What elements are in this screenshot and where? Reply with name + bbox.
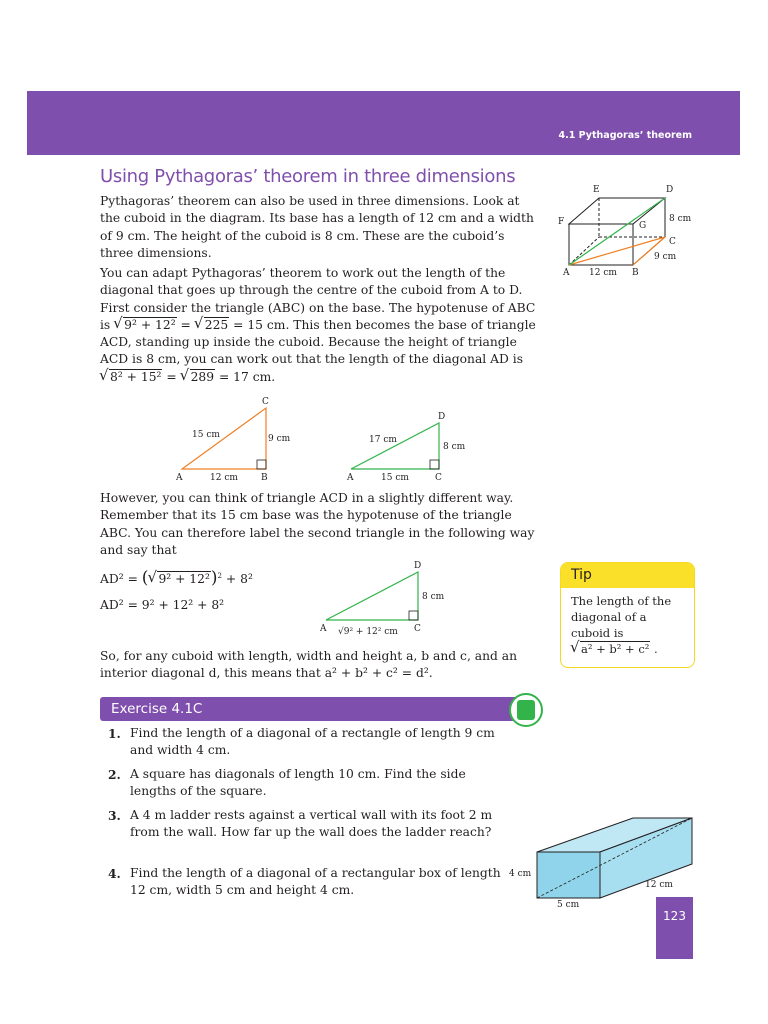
text-run: = — [176, 317, 195, 332]
space-diagonal-ad — [569, 198, 665, 265]
radicand: 9² + 12² — [124, 317, 176, 332]
paragraph-intro: Pythagoras’ theorem can also be used in three dimensions. Look at the cuboid in the diagram. Its base has a length of 12 cm and a width of 9 cm. The height of the cuboid is 8 cm. These are the cuboid’s three dimensions. — [100, 194, 534, 260]
vertex-label: B — [261, 473, 268, 483]
vertex-label: C — [435, 473, 442, 483]
base-label: 15 cm — [381, 473, 409, 483]
header-bar — [27, 91, 740, 155]
eq-rhs: + 8² — [222, 572, 253, 587]
tip-box — [560, 562, 695, 668]
text-run: = 17 cm. — [215, 369, 276, 384]
side-label: 9 cm — [268, 434, 291, 444]
height-label: 4 cm — [509, 869, 532, 879]
vertex-label: F — [558, 217, 565, 227]
text-run: = — [162, 369, 181, 384]
right-angle-marker — [430, 460, 439, 469]
paragraph-adapt — [100, 265, 540, 386]
base-label: √9² + 12² cm — [338, 627, 398, 637]
width-label: 9 cm — [654, 252, 677, 262]
length-label: 12 cm — [645, 880, 673, 890]
question-number: 2. — [108, 767, 121, 782]
vertex-label: C — [262, 397, 269, 407]
length-label: 12 cm — [589, 268, 617, 278]
hypotenuse-label: 17 cm — [369, 435, 397, 445]
tip-formula: a² + b² + c² — [581, 642, 650, 656]
height-label: 8 cm — [669, 214, 692, 224]
tip-text: The length of the diagonal of a cuboid is — [571, 594, 672, 640]
triangle-acd — [343, 408, 473, 488]
vertex-label: D — [414, 561, 422, 571]
vertex-label: C — [669, 237, 676, 247]
box-front-face — [537, 852, 600, 898]
calculator-icon — [509, 693, 543, 727]
triangle-shape — [326, 572, 418, 620]
sqrt-expression — [114, 318, 176, 332]
triangle-acd-shape — [351, 423, 439, 469]
question-number: 3. — [108, 808, 121, 823]
vertex-label: C — [414, 624, 421, 634]
section-label: 4.1 Pythagoras’ theorem — [558, 130, 692, 141]
question-text: A 4 m ladder rests against a vertical wall with its foot 2 m from the wall. How far up the wall does the ladder reach? — [130, 808, 493, 840]
tip-end: . — [654, 642, 658, 656]
triangle-acd-relabelled — [316, 556, 456, 640]
cuboid-top-face — [569, 198, 665, 224]
paragraph-general: So, for any cuboid with length, width and height a, b and c, and an interior diagonal d, this means that a² + b² + c² = d². — [100, 649, 518, 681]
right-angle-marker — [409, 611, 418, 620]
sqrt-expression — [181, 370, 215, 384]
vertex-label: A — [320, 624, 327, 634]
right-angle-marker — [257, 460, 266, 469]
radicand: 225 — [204, 317, 229, 332]
text-run: You can adapt Pythagoras’ theorem to work out the length of the diagonal that goes up through the centre of the cuboid from A to D. First consider the triangle (ABC) on the base. The hypotenuse of ABC is — [100, 266, 536, 332]
vertex-label: D — [438, 412, 446, 422]
width-label: 5 cm — [557, 900, 580, 910]
question-number: 4. — [108, 866, 121, 881]
question-text: Find the length of a diagonal of a rectangular box of length 12 cm, width 5 cm and height 4 cm. — [130, 866, 501, 898]
radicand: 8² + 15² — [110, 369, 162, 384]
exercise-heading: Exercise 4.1C — [100, 697, 526, 721]
calculator-body — [517, 700, 535, 720]
side-label: 8 cm — [443, 442, 466, 452]
radicand: 9² + 12² — [158, 572, 210, 587]
eq-lhs: AD² = — [100, 572, 142, 587]
tip-body — [561, 588, 694, 662]
side-label: 8 cm — [422, 592, 445, 602]
question-text: Find the length of a diagonal of a rectangle of length 9 cm and width 4 cm. — [130, 726, 495, 758]
triangle-abc — [170, 396, 300, 486]
sqrt-expression — [148, 572, 210, 586]
page-number: 123 — [656, 897, 693, 959]
question-4 — [108, 865, 508, 900]
equation-2: AD² = 9² + 12² + 8² — [100, 598, 225, 612]
vertex-label: E — [593, 185, 600, 195]
text-run: = 15 cm. This then becomes the base of triangle ACD, standing up inside the cuboid. Because the height of triangle ACD is 8 cm, you can work out that the length of the diagonal AD is — [100, 317, 536, 367]
vertex-label: D — [666, 185, 674, 195]
section-title: Using Pythagoras’ theorem in three dimensions — [100, 166, 516, 187]
sqrt-expression — [195, 318, 229, 332]
radicand: 289 — [190, 369, 215, 384]
vertex-label: B — [632, 268, 639, 278]
question-2 — [108, 766, 508, 801]
cuboid-diagram — [555, 180, 700, 280]
paragraph-alternative: However, you can think of triangle ACD in a slightly different way. Remember that its 15 cm base was the hypotenuse of the triangle ABC. You can therefore label the second triangle in the following way and say that — [100, 491, 535, 557]
vertex-label: A — [347, 473, 354, 483]
equation-1: AD² = (√ 9² + 12²)$^2$ + 8² — [100, 568, 300, 588]
question-text: A square has diagonals of length 10 cm. Find the side lengths of the square. — [130, 767, 466, 799]
tip-heading: Tip — [561, 563, 694, 588]
sqrt-expression — [571, 642, 650, 656]
vertex-label: A — [563, 268, 570, 278]
question-3 — [108, 807, 508, 842]
vertex-label: G — [639, 221, 647, 231]
question-number: 1. — [108, 726, 121, 741]
sqrt-expression — [100, 370, 162, 384]
hypotenuse-label: 15 cm — [192, 430, 220, 440]
question-1 — [108, 725, 508, 760]
base-label: 12 cm — [210, 473, 238, 483]
vertex-label: A — [176, 473, 183, 483]
